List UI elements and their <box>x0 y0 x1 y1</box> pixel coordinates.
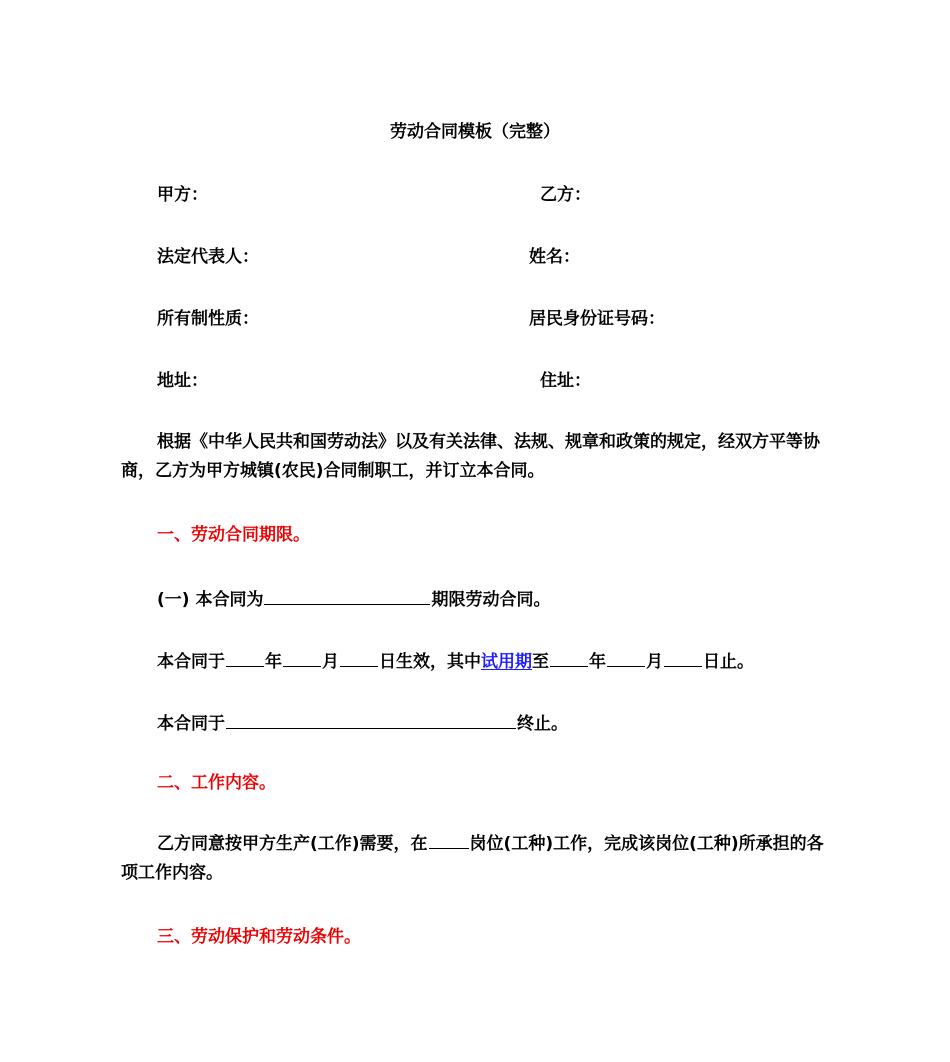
id-number-label: 居民身份证号码： <box>529 309 665 329</box>
probation-month-unit: 月 <box>646 652 663 672</box>
work-prefix: 乙方同意按甲方生产(工作)需要，在 <box>157 834 428 854</box>
terminate-prefix: 本合同于 <box>157 714 225 734</box>
terminate-suffix: 终止。 <box>517 714 568 734</box>
position-blank[interactable] <box>429 831 469 849</box>
probation-to-text: 至 <box>532 652 549 672</box>
effective-prefix: 本合同于 <box>157 652 225 672</box>
section-1-heading: 一、劳动合同期限。 <box>157 525 310 545</box>
probation-day-blank[interactable] <box>664 649 702 667</box>
probation-link[interactable]: 试用期 <box>481 652 532 672</box>
contract-term-line <box>157 587 550 610</box>
termination-date-blank[interactable] <box>226 711 516 729</box>
name-label: 姓名： <box>529 247 580 267</box>
termination-line <box>157 711 568 734</box>
probation-year-unit: 年 <box>589 652 606 672</box>
probation-month-blank[interactable] <box>607 649 645 667</box>
address-label: 地址： <box>157 371 208 391</box>
legal-representative-label: 法定代表人： <box>157 247 259 267</box>
effective-date-line <box>157 649 754 672</box>
ownership-nature-label: 所有制性质： <box>157 309 259 329</box>
term-type-blank[interactable] <box>264 587 430 605</box>
party-a-label: 甲方： <box>157 185 208 205</box>
effective-month-blank[interactable] <box>283 649 321 667</box>
residence-label: 住址： <box>540 371 591 391</box>
term-suffix: 期限劳动合同。 <box>431 590 551 610</box>
term-prefix: (一) 本合同为 <box>157 590 264 610</box>
probation-end-text: 日止。 <box>703 652 754 672</box>
intro-paragraph: 根据《中华人民共和国劳动法》以及有关法律、法规、规章和政策的规定，经双方平等协商，乙方为甲方城镇(农民)合同制职工，并订立本合同。 <box>121 432 820 481</box>
effective-month-unit: 月 <box>322 652 339 672</box>
party-b-label: 乙方： <box>540 185 591 205</box>
section-2-heading: 二、工作内容。 <box>157 773 276 793</box>
effective-year-blank[interactable] <box>226 649 264 667</box>
effective-day-blank[interactable] <box>340 649 378 667</box>
document-title: 劳动合同模板（完整） <box>390 122 560 142</box>
section-3-heading: 三、劳动保护和劳动条件。 <box>157 927 361 947</box>
effective-mid-text: 日生效，其中 <box>379 652 481 672</box>
work-content-paragraph <box>121 830 835 888</box>
effective-year-unit: 年 <box>265 652 282 672</box>
work-suffix: 岗位(工种)工作，完成该岗位(工种)所承担的各项工作内容。 <box>121 834 824 883</box>
probation-year-blank[interactable] <box>550 649 588 667</box>
